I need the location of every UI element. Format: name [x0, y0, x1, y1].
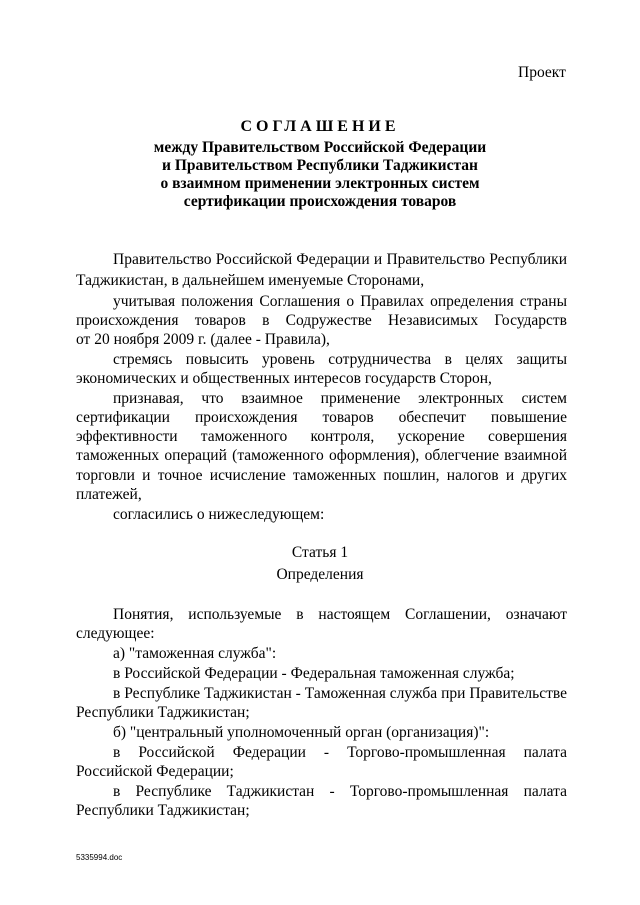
file-reference: 5335994.doc: [76, 853, 123, 862]
preamble-line: платежей,: [76, 486, 142, 503]
preamble-line: Правительство Российской Федерации и Правительство Республики: [113, 251, 567, 268]
title-line: о взаимном применении электронных систем: [160, 175, 480, 192]
article-line: Российской Федерации;: [76, 763, 234, 780]
preamble-line: Таджикистан, в дальнейшем именуемые Сторонами,: [76, 272, 425, 289]
preamble-line: эффективности таможенного контроля, ускорение совершения: [76, 428, 567, 445]
title-line: между Правительством Российской Федерации: [153, 139, 487, 156]
preamble-line: от 20 ноября 2009 г. (далее - Правила),: [76, 331, 330, 348]
preamble-line: согласились о нижеследующем:: [113, 506, 325, 523]
preamble-line: учитывая положения Соглашения о Правилах определения страны: [113, 293, 567, 310]
article-line: Республики Таджикистан;: [76, 802, 250, 819]
preamble-line: таможенных операций (таможенного оформления), облегчение взаимной: [76, 447, 567, 464]
preamble-line: стремясь повысить уровень сотрудничества в целях защиты: [113, 351, 567, 368]
preamble-line: признавая, что взаимное применение электронных систем: [113, 390, 567, 407]
article-number: Статья 1: [291, 544, 349, 561]
article-line: Понятия, используемые в настоящем Соглашении, означают: [113, 606, 567, 623]
article-line: Республики Таджикистан;: [76, 704, 250, 721]
title-line: сертификации происхождения товаров: [183, 193, 457, 210]
definition-item: б) "центральный уполномоченный орган (организация)":: [113, 724, 490, 741]
document-title: СОГЛАШЕНИЕ: [240, 118, 400, 135]
article-line: в Республике Таджикистан - Торгово-промышленная палата: [113, 783, 567, 800]
draft-label: Проект: [518, 64, 566, 81]
article-line: в Российской Федерации - Торгово-промышленная палата: [113, 744, 567, 761]
article-line: в Республике Таджикистан - Таможенная служба при Правительстве: [113, 685, 567, 702]
preamble-line: сертификации происхождения товаров обеспечит повышение: [76, 409, 567, 426]
article-line: в Российской Федерации - Федеральная таможенная служба;: [113, 665, 515, 682]
title-line: и Правительством Республики Таджикистан: [162, 157, 478, 174]
preamble-line: экономических и общественных интересов государств Сторон,: [76, 370, 492, 387]
preamble-line: происхождения товаров в Содружестве Независимых Государств: [76, 312, 567, 329]
definition-item: а) "таможенная служба":: [113, 645, 277, 662]
preamble-line: торговли и точное исчисление таможенных пошлин, налогов и других: [76, 467, 567, 484]
article-heading: Определения: [276, 566, 364, 583]
article-line: следующее:: [76, 625, 155, 642]
